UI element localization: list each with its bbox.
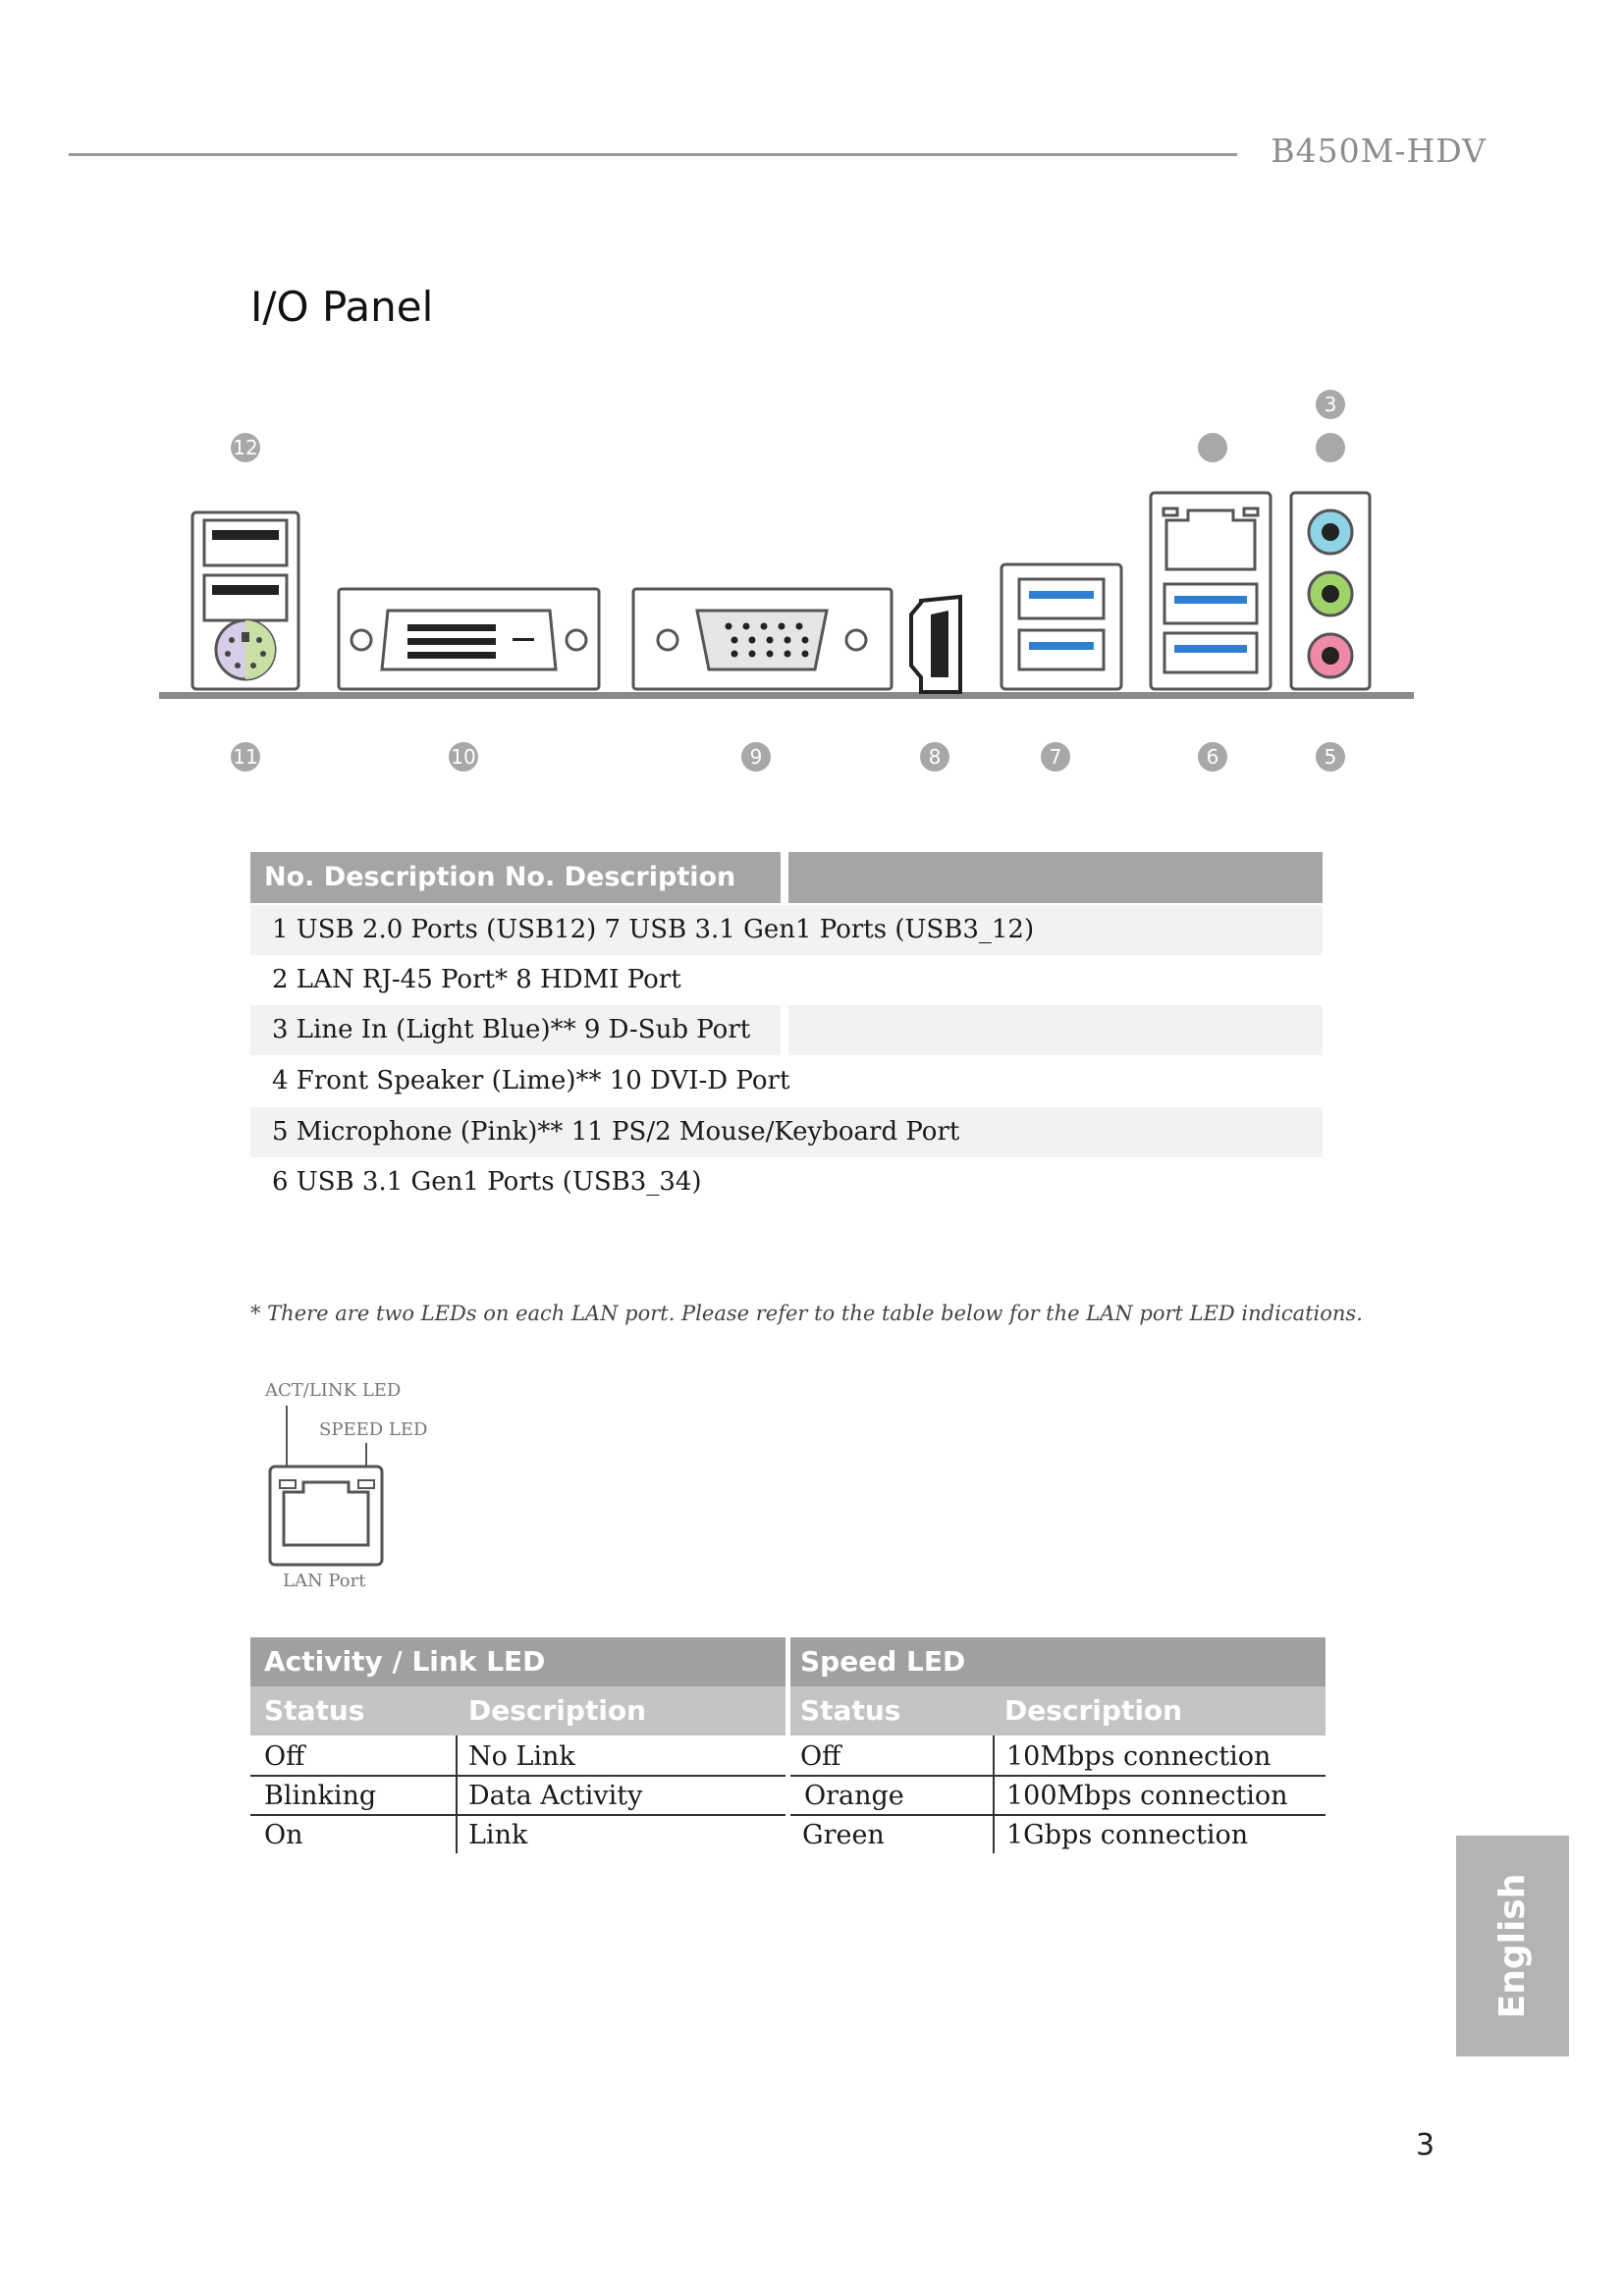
- ports-table-header-text: No. Description No. Description: [264, 862, 736, 892]
- vga-port: [633, 589, 892, 689]
- description-cell: No Link: [468, 1741, 575, 1772]
- panel-base: [159, 692, 1414, 699]
- usb2-ps2-stack: [192, 512, 298, 689]
- status-cell: Off: [264, 1741, 305, 1772]
- status-cell: Orange: [804, 1781, 904, 1811]
- model-name: B450M-HDV: [1271, 132, 1487, 170]
- callout-12: [231, 433, 260, 462]
- usb3-ports-12: [1001, 564, 1121, 689]
- callout-7-text: 7: [1049, 745, 1062, 769]
- act-link-led-label: ACT/LINK LED: [265, 1380, 402, 1401]
- speed-table-title: Speed LED: [790, 1637, 1326, 1686]
- table-row: 6 USB 3.1 Gen1 Ports (USB3_34): [272, 1167, 702, 1197]
- ports-table: [250, 852, 1330, 1205]
- callout-11-text: 11: [233, 745, 258, 769]
- callout-3: [1316, 390, 1345, 419]
- description-col-header: Description: [468, 1694, 647, 1727]
- page-title: I/O Panel: [250, 283, 434, 331]
- table-row: 3 Line In (Light Blue)** 9 D-Sub Port: [272, 1015, 751, 1044]
- callout-3-text: 3: [1324, 393, 1337, 416]
- description-cell: 10Mbps connection: [1006, 1741, 1272, 1772]
- speed-led-label: SPEED LED: [319, 1419, 428, 1440]
- io-panel-diagram: [147, 383, 1424, 795]
- language-tab-text: English: [1492, 1873, 1533, 2019]
- callout-12-text: 12: [233, 436, 258, 459]
- speed-table-columns: [790, 1686, 1326, 1735]
- table-row: 2 LAN RJ-45 Port* 8 HDMI Port: [272, 965, 681, 994]
- callout-8-text: 8: [928, 745, 942, 769]
- ports-table-header-right: [788, 852, 1323, 903]
- row-stripe: [788, 1005, 1323, 1055]
- description-cell: Data Activity: [468, 1781, 643, 1811]
- callout-dot: [1316, 433, 1345, 462]
- callout-6-text: 6: [1206, 745, 1219, 769]
- table-row: 1 USB 2.0 Ports (USB12) 7 USB 3.1 Gen1 Ports (USB3_12): [272, 915, 1035, 944]
- lan-port-label: LAN Port: [283, 1571, 366, 1591]
- bottom-callouts: [231, 742, 1345, 772]
- callout-dot: [1198, 433, 1227, 462]
- table-row: 5 Microphone (Pink)** 11 PS/2 Mouse/Keyboard Port: [272, 1117, 960, 1147]
- description-col-header: Description: [1004, 1694, 1183, 1727]
- table-row: 4 Front Speaker (Lime)** 10 DVI-D Port: [272, 1066, 790, 1095]
- lan-led-note: * There are two LEDs on each LAN port. Please refer to the table below for the LAN port LED indications.: [250, 1302, 1363, 1325]
- language-tab: [1456, 1836, 1569, 2056]
- dvi-port: [339, 589, 599, 689]
- page-number: 3: [1416, 2128, 1435, 2163]
- lan-usb3-stack: [1151, 493, 1271, 689]
- status-cell: On: [264, 1820, 303, 1850]
- description-cell: 1Gbps connection: [1006, 1820, 1249, 1850]
- activity-table-title: Activity / Link LED: [250, 1637, 785, 1686]
- description-cell: 100Mbps connection: [1006, 1781, 1288, 1811]
- description-cell: Link: [468, 1820, 528, 1850]
- callout-10-text: 10: [451, 745, 476, 769]
- status-cell: Green: [802, 1820, 885, 1850]
- ports-table-header: [250, 852, 781, 903]
- activity-table-columns: [250, 1686, 785, 1735]
- header-rule: [69, 153, 1237, 156]
- status-cell: Blinking: [264, 1781, 377, 1811]
- callout-9-text: 9: [749, 745, 763, 769]
- audio-jacks: [1291, 493, 1370, 689]
- callout-5-text: 5: [1324, 745, 1337, 769]
- status-cell: Off: [800, 1741, 841, 1772]
- lan-port-diagram: [260, 1402, 398, 1574]
- status-col-header: Status: [800, 1694, 901, 1727]
- status-col-header: Status: [264, 1694, 365, 1727]
- hdmi-port: [911, 597, 960, 692]
